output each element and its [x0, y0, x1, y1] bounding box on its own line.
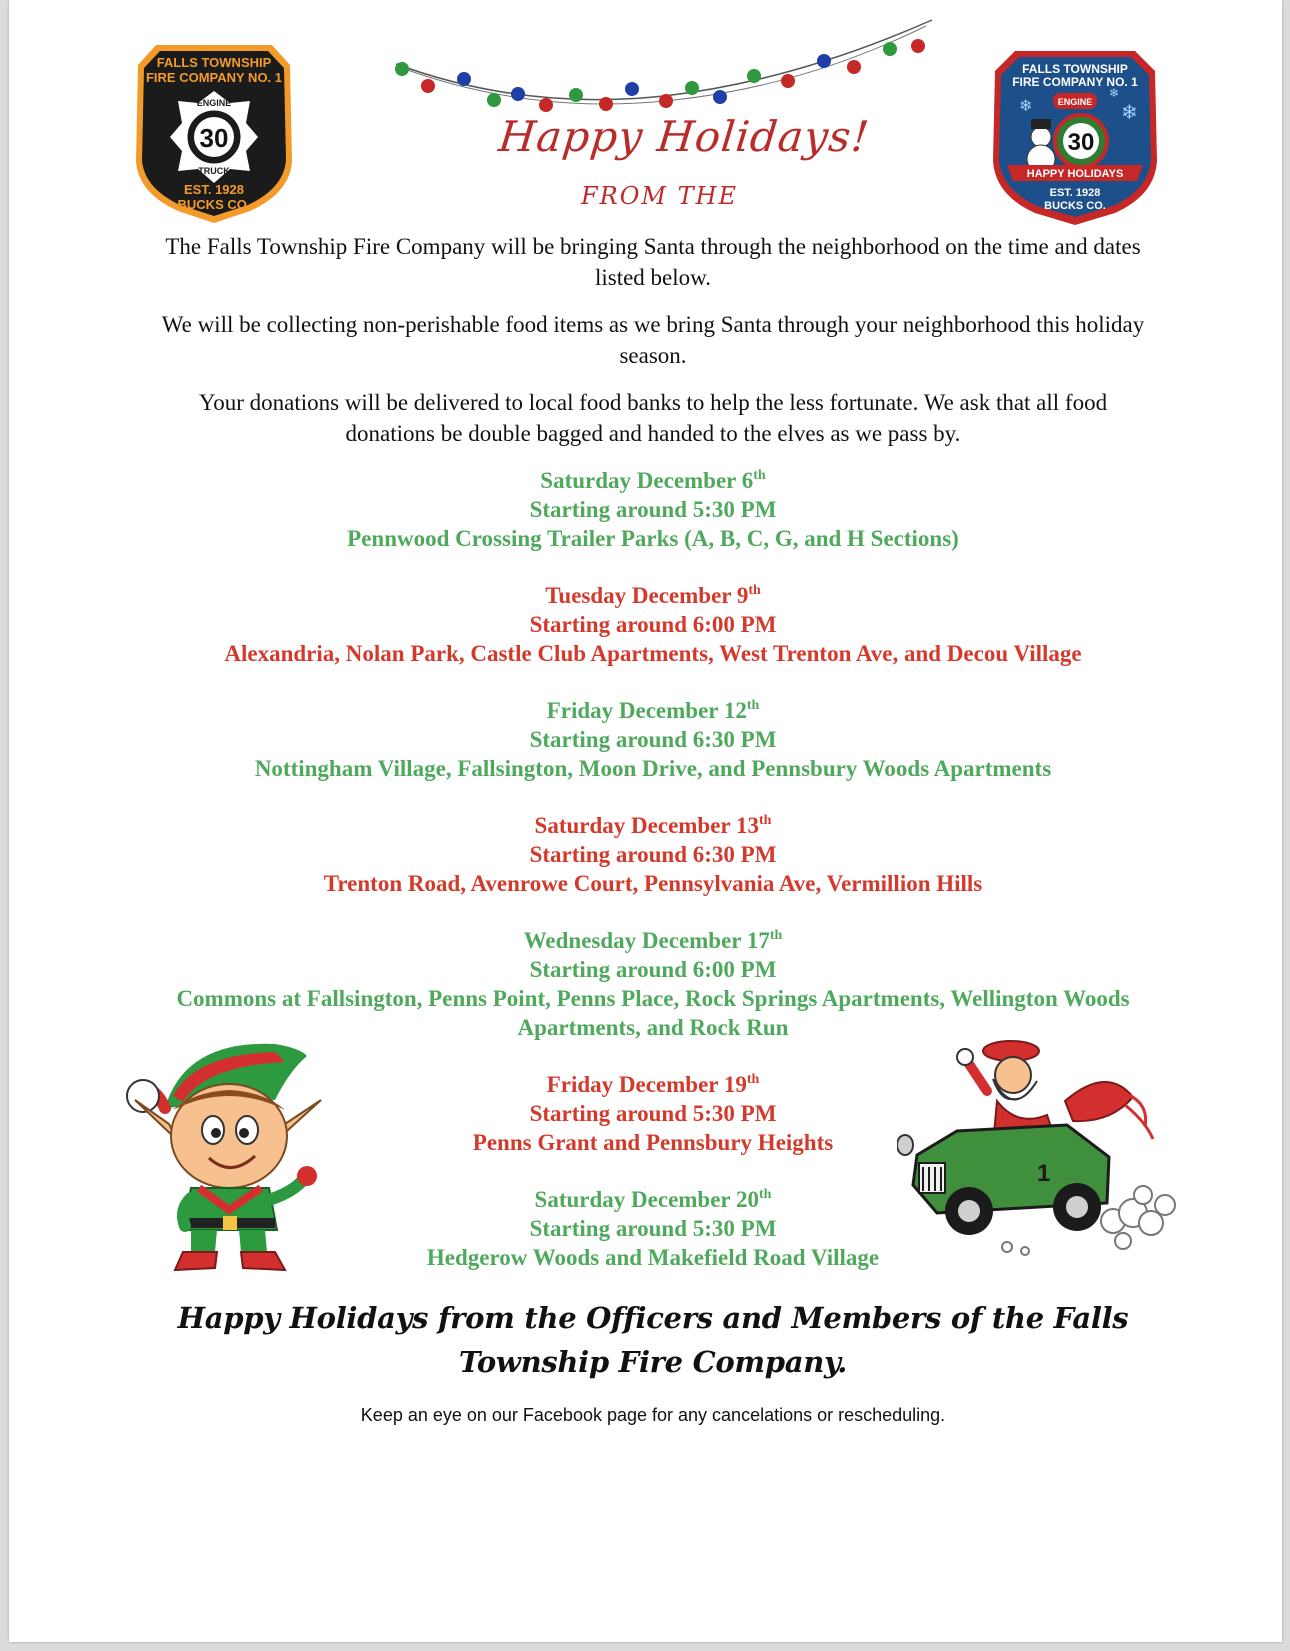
svg-text:FALLS TOWNSHIP: FALLS TOWNSHIP — [156, 55, 272, 70]
event-places: Penns Grant and Pennsbury Heights — [472, 1130, 834, 1155]
christmas-lights-decoration — [394, 16, 939, 116]
svg-text:EST. 1928: EST. 1928 — [184, 182, 244, 197]
closing-message: Happy Holidays from the Officers and Members of the Falls Township Fire Company. — [177, 1301, 1129, 1379]
intro-paragraph-donations: Your donations will be delivered to local food banks to help the less fortunate. We ask that all food donations be double bagged and handed to the elves as we pass by. — [198, 390, 1108, 446]
svg-text:30: 30 — [1067, 129, 1095, 156]
svg-text:ENGINE: ENGINE — [1057, 97, 1093, 107]
truck-number: 1 — [1037, 1160, 1051, 1187]
event-date: Saturday December 20th — [534, 1187, 772, 1212]
event-date: Saturday December 6th — [540, 468, 766, 493]
event-block — [129, 581, 1177, 668]
event-time: Starting around 6:30 PM — [529, 842, 777, 867]
svg-text:TRUCK: TRUCK — [198, 166, 230, 176]
event-places: Commons at Fallsington, Penns Point, Penns Place, Rock Springs Apartments, Wellington Woods Apartments, and Rock Run — [176, 986, 1130, 1040]
holiday-fire-patch-logo — [989, 49, 1161, 227]
event-date: Saturday December 13th — [534, 813, 772, 838]
facebook-notice: Keep an eye on our Facebook page for any cancelations or rescheduling. — [360, 1405, 946, 1425]
intro-paragraph-food: We will be collecting non-perishable food items as we bring Santa through your neighborhood this holiday season. — [161, 312, 1145, 368]
event-time: Starting around 6:30 PM — [529, 727, 777, 752]
svg-text:FIRE COMPANY NO. 1: FIRE COMPANY NO. 1 — [1012, 75, 1138, 89]
svg-text:EST. 1928: EST. 1928 — [1049, 187, 1101, 199]
event-places: Alexandria, Nolan Park, Castle Club Apartments, West Trenton Ave, and Decou Village — [224, 641, 1082, 666]
event-time: Starting around 6:00 PM — [529, 957, 777, 982]
elf-illustration — [125, 1030, 335, 1275]
event-date: Tuesday December 9th — [545, 583, 761, 608]
fire-company-patch-logo — [130, 43, 298, 225]
happy-holidays-headline: Happy Holidays! — [496, 112, 872, 161]
santa-fire-truck-illustration — [897, 1035, 1187, 1265]
event-time: Starting around 5:30 PM — [529, 1216, 777, 1241]
svg-text:ENGINE: ENGINE — [196, 98, 232, 108]
event-date: Friday December 12th — [546, 698, 760, 723]
event-time: Starting around 5:30 PM — [529, 1101, 777, 1126]
event-block — [129, 926, 1177, 1042]
svg-text:FIRE COMPANY NO. 1: FIRE COMPANY NO. 1 — [145, 70, 283, 85]
event-block — [129, 466, 1177, 553]
svg-text:FALLS TOWNSHIP: FALLS TOWNSHIP — [1022, 62, 1128, 76]
event-date: Friday December 19th — [546, 1072, 760, 1097]
svg-text:HAPPY HOLIDAYS: HAPPY HOLIDAYS — [1026, 168, 1124, 180]
event-places: Pennwood Crossing Trailer Parks (A, B, C, G, and H Sections) — [347, 526, 959, 551]
svg-text:❄: ❄ — [1109, 86, 1120, 100]
svg-text:BUCKS CO.: BUCKS CO. — [1044, 200, 1106, 212]
event-places: Trenton Road, Avenrowe Court, Pennsylvania Ave, Vermillion Hills — [323, 871, 983, 896]
svg-text:❄: ❄ — [1019, 98, 1033, 115]
svg-text:❄: ❄ — [1121, 102, 1138, 124]
event-places: Nottingham Village, Fallsington, Moon Drive, and Pennsbury Woods Apartments — [254, 756, 1052, 781]
event-block — [129, 811, 1177, 898]
event-block — [129, 696, 1177, 783]
event-places: Hedgerow Woods and Makefield Road Village — [426, 1245, 880, 1270]
svg-text:30: 30 — [199, 123, 229, 153]
event-time: Starting around 5:30 PM — [529, 497, 777, 522]
event-date: Wednesday December 17th — [523, 928, 783, 953]
from-the-label: FROM THE — [581, 182, 739, 210]
flyer-page — [9, 0, 1282, 1642]
svg-text:BUCKS CO.: BUCKS CO. — [177, 197, 251, 212]
intro-paragraph-santa: The Falls Township Fire Company will be bringing Santa through the neighborhood on the time and dates listed below. — [165, 234, 1141, 290]
event-time: Starting around 6:00 PM — [529, 612, 777, 637]
